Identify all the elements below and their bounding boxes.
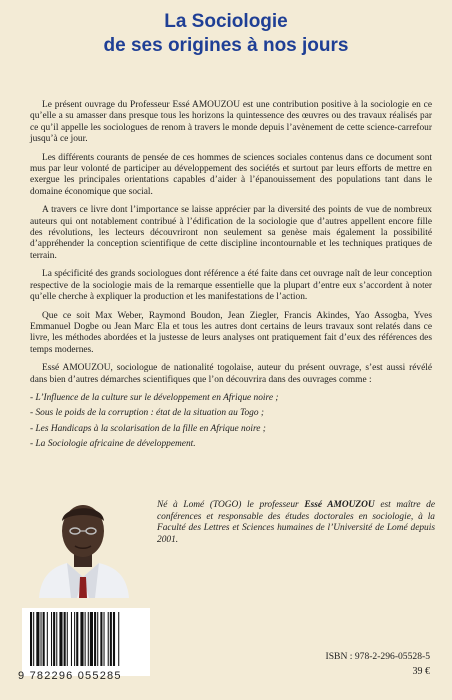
author-bio bbox=[157, 500, 435, 546]
paragraph-5: Que ce soit Max Weber, Raymond Boudon, Jean Ziegler, Francis Akindes, Yao Assogba, Yves Emmanuel Dogbe ou Jean Marc Ela et tous les autres dont certains de leurs travaux sont relatés dans ce livre, les méthodes abordées et la justesse de leurs analyses ont pratiquement fait d’eux des références des temps modernes. bbox=[30, 310, 432, 355]
paragraph-3: A travers ce livre dont l’importance se laisse apprécier par la diversité des points de vue de nombreux auteurs qui ont notablement contribué à l’édification de la sociologie que d’autres appellent encore fille des révolutions, les lecteurs découvriront non seulement sa genèse mais également la possibilité d’appréhender la conception scientifique de cette discipline incontournable et les techniques pratiques de terrain. bbox=[30, 205, 432, 261]
work-item: - La Sociologie africaine de développement. bbox=[30, 439, 196, 450]
paragraph-1: Le présent ouvrage du Professeur Essé AMOUZOU est une contribution positive à la sociologie en ce qu’elle a su amasser dans presque tous les horizons la quintessence des œuvres ou des travaux réalisés par ce qu’il appelle les sociologues de renom à travers le monde depuis l’avènement de cette science-carrefour jusqu’à ce jour. bbox=[30, 100, 432, 145]
book-title-line-2: de ses origines à nos jours bbox=[103, 35, 349, 56]
book-title-line-1: La Sociologie bbox=[164, 11, 288, 32]
barcode-digits: 9 782296 055285 bbox=[18, 670, 122, 682]
barcode bbox=[22, 608, 150, 676]
paragraph-6: Essé AMOUZOU, sociologue de nationalité togolaise, auteur du présent ouvrage, s’est aussi révélé dans bien d’autres démarches scientifiques que l’on découvrira dans des ouvrages comme : bbox=[30, 363, 432, 385]
bio-details: est maître de conférences et responsable des études doctorales en sociologie, à la Faculté des Lettres et Sciences humaines de l’Université de Lomé depuis 2001. bbox=[157, 500, 435, 545]
barcode-icon bbox=[22, 608, 150, 668]
work-item: - Les Handicaps à la scolarisation de la fille en Afrique noire ; bbox=[30, 423, 266, 434]
paragraph-2: Les différents courants de pensée de ces hommes de sciences sociales contenus dans ce document sont mus par leur volonté de participer au développement des sociétés et surtout par leurs efforts de mettre en exergue les principales orientations capables d’aider à l’épanouissement des populations tant dans le domaine économique que social. bbox=[30, 152, 432, 197]
work-item: - Sous le poids de la corruption : état de la situation au Togo ; bbox=[30, 408, 265, 419]
blurb bbox=[30, 100, 432, 455]
works-list bbox=[30, 393, 432, 451]
bio-intro: Né à Lomé (TOGO) le professeur bbox=[157, 500, 305, 510]
isbn: ISBN : 978-2-296-05528-5 bbox=[325, 651, 430, 662]
work-item: - L’Influence de la culture sur le développement en Afrique noire ; bbox=[30, 392, 279, 403]
author-portrait-icon bbox=[37, 491, 130, 598]
author-photo bbox=[37, 491, 130, 598]
paragraph-4: La spécificité des grands sociologues dont référence a été faite dans cet ouvrage naît de leur conception respective de la sociologie mais de la remarque essentielle que la plupart d’entre eux s’accordent à noter qu’elle cherche à expliquer la production et les manifestations de l’action. bbox=[30, 269, 432, 303]
author-name: Essé AMOUZOU bbox=[304, 500, 375, 510]
price: 39 € bbox=[412, 666, 430, 677]
